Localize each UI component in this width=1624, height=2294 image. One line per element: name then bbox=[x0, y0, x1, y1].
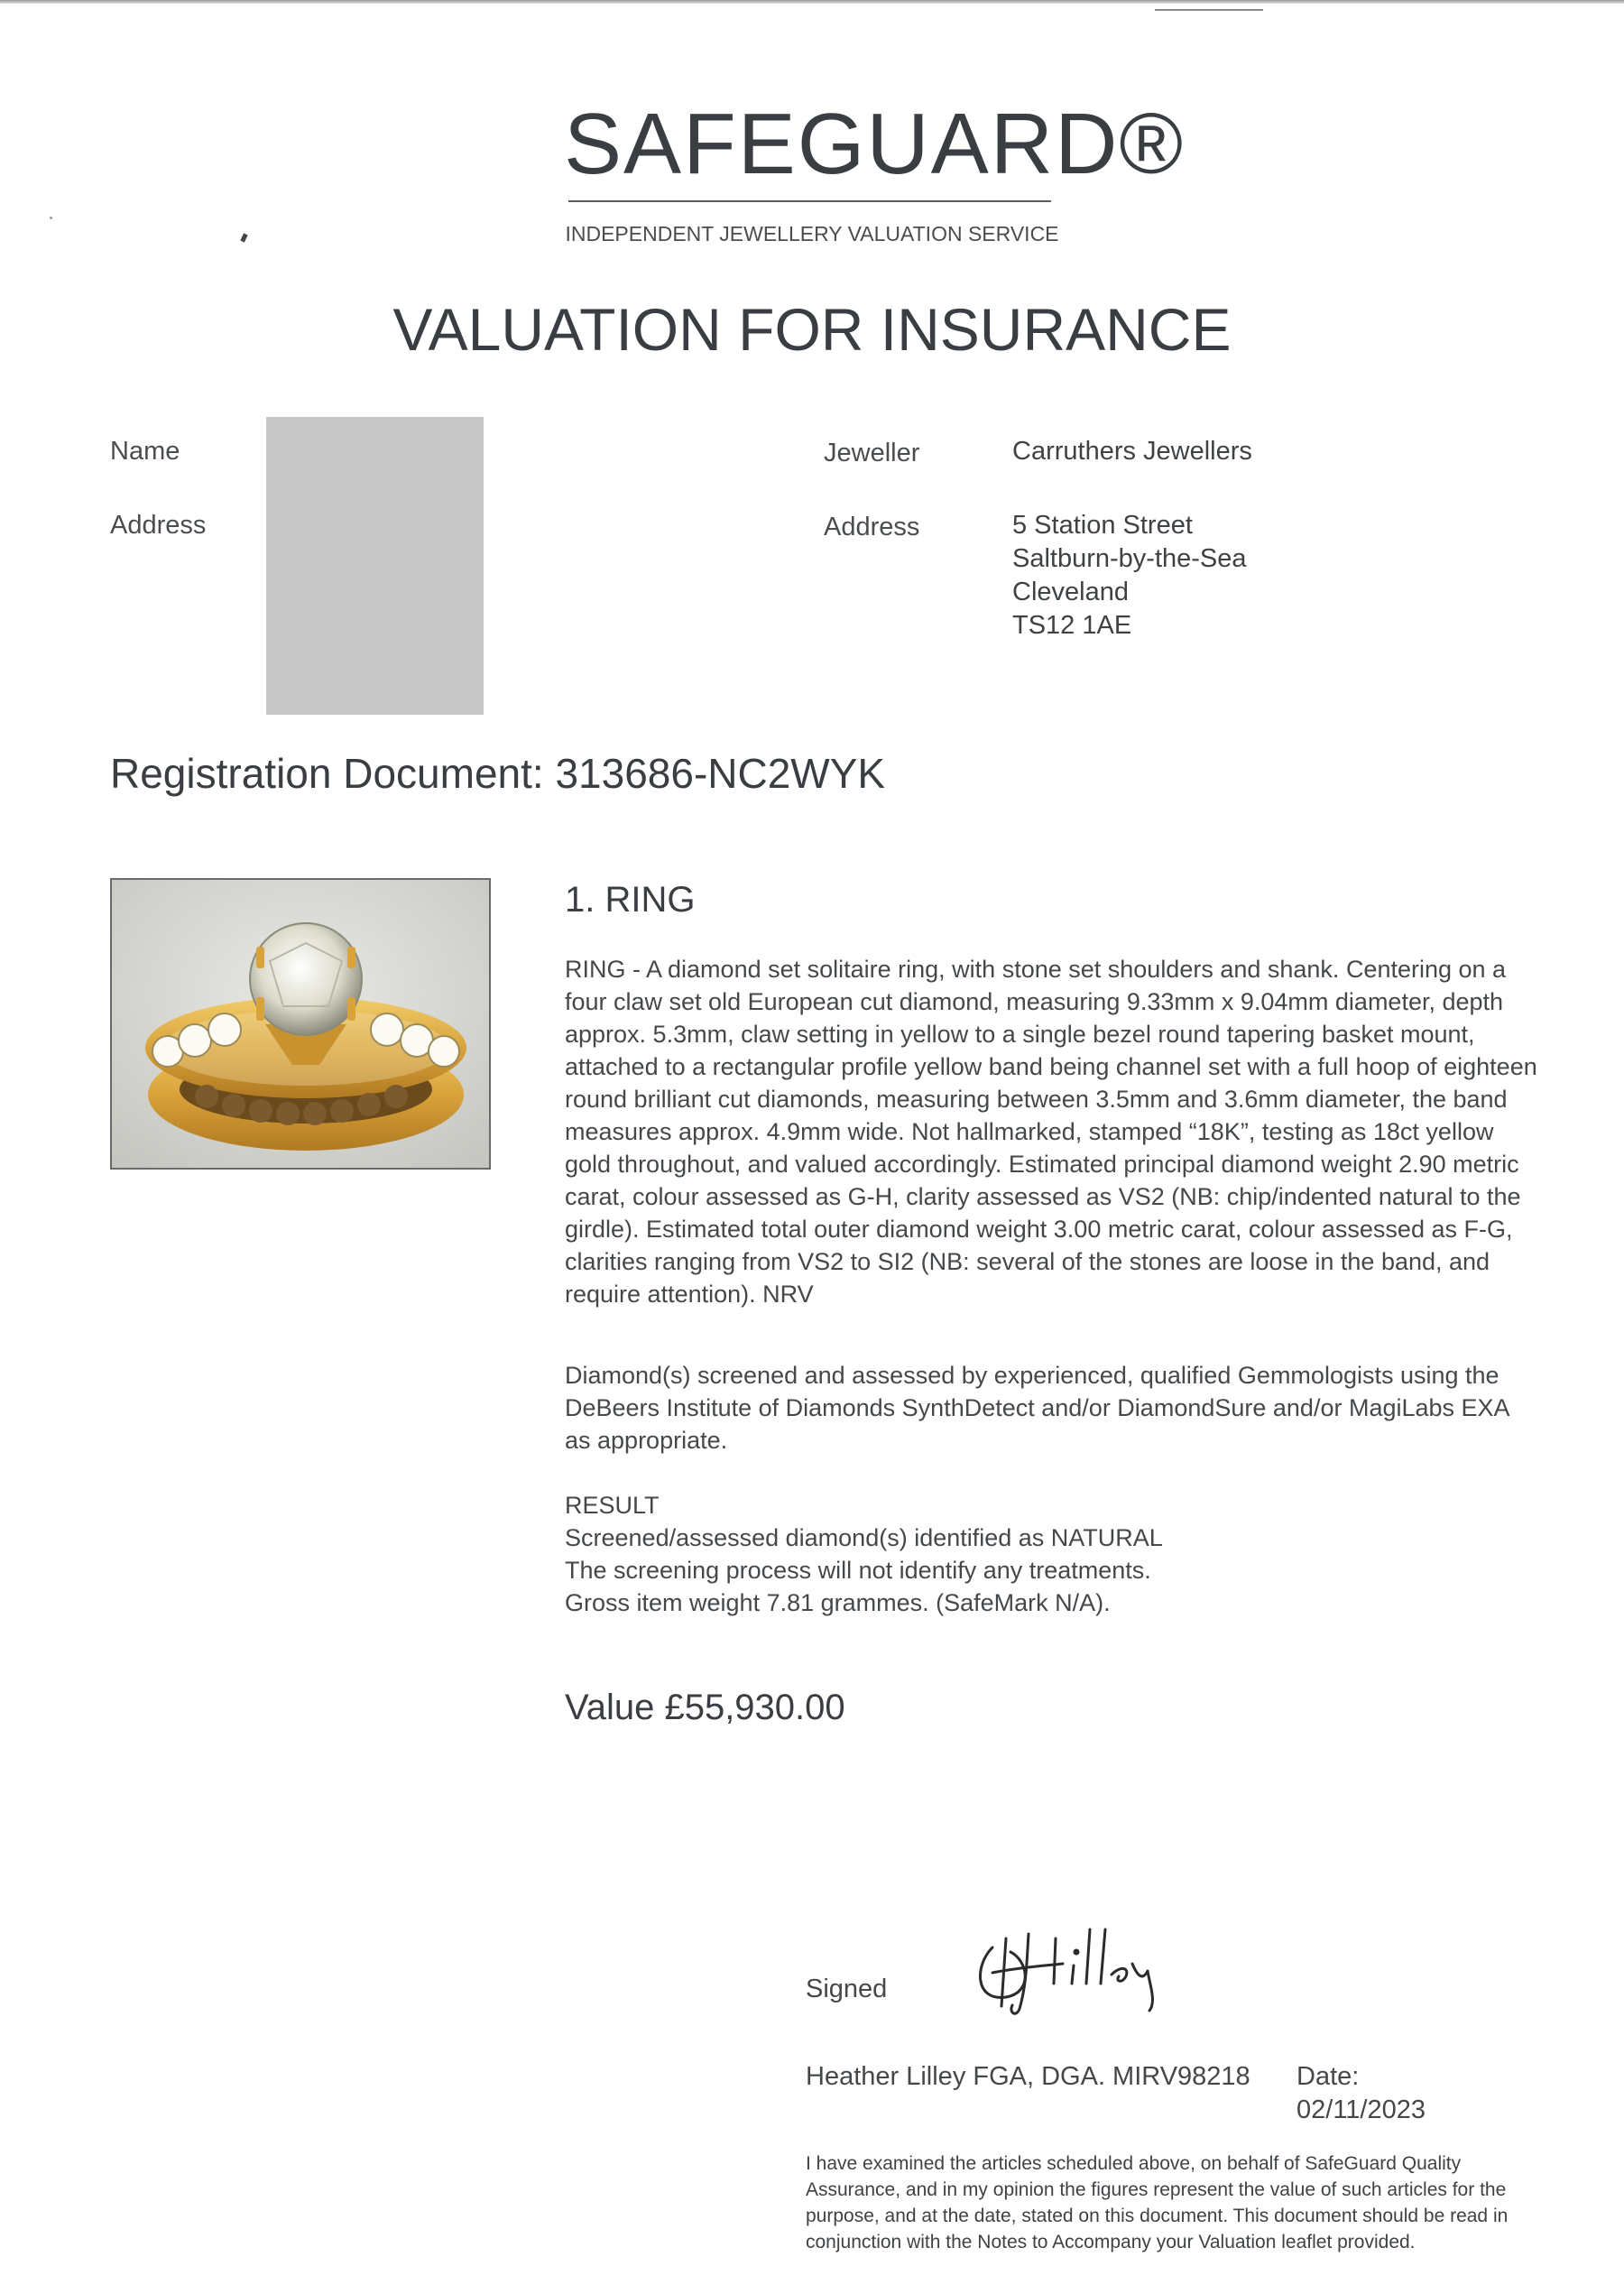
client-address-label: Address bbox=[110, 511, 207, 540]
signature-date: 02/11/2023 bbox=[1296, 2095, 1426, 2124]
logo-text: SAFEGUARD® bbox=[564, 96, 1186, 192]
result-line: RESULT bbox=[565, 1492, 660, 1519]
result-line: The screening process will not identify any treatments. bbox=[565, 1557, 1151, 1584]
handwritten-signature bbox=[956, 1911, 1191, 2020]
signer-name: Heather Lilley FGA, DGA. MIRV98218 bbox=[806, 2062, 1250, 2091]
top-scan-edge bbox=[0, 0, 1624, 4]
logo-rule bbox=[568, 200, 1051, 202]
ring-photo bbox=[110, 878, 491, 1170]
address-line: Saltburn-by-the-Sea bbox=[1012, 544, 1247, 573]
screening-note: Diamond(s) screened and assessed by experienced, qualified Gemmologists using the DeBeers Institute of Diamonds SynthDetect and/or DiamondSure and/or MagiLabs EXA as appropriate. bbox=[565, 1362, 1509, 1454]
top-scan-mark bbox=[1155, 9, 1263, 11]
scan-speck bbox=[50, 217, 52, 219]
registration-number: Registration Document: 313686-NC2WYK bbox=[110, 750, 886, 797]
result-line: Screened/assessed diamond(s) identified as NATURAL bbox=[565, 1524, 1163, 1551]
ring-illustration bbox=[112, 880, 489, 1168]
safeguard-logo bbox=[564, 96, 1186, 192]
jeweller-address-label: Address bbox=[824, 513, 920, 541]
tagline: INDEPENDENT JEWELLERY VALUATION SERVICE bbox=[565, 222, 1059, 245]
redacted-client-details bbox=[266, 417, 484, 715]
jeweller-address bbox=[1012, 509, 1247, 643]
scan-speck bbox=[240, 233, 247, 242]
name-label: Name bbox=[110, 437, 180, 466]
date-label: Date: bbox=[1296, 2062, 1360, 2091]
address-line: Cleveland bbox=[1012, 578, 1129, 606]
jeweller-label: Jeweller bbox=[824, 439, 920, 467]
document-title: VALUATION FOR INSURANCE bbox=[392, 296, 1232, 363]
jeweller-name: Carruthers Jewellers bbox=[1012, 437, 1252, 466]
result-line: Gross item weight 7.81 grammes. (SafeMark N/A). bbox=[565, 1589, 1111, 1616]
valuation-amount: Value £55,930.00 bbox=[565, 1688, 845, 1727]
item-description: RING - A diamond set solitaire ring, with stone set shoulders and shank. Centering on a four claw set old European cut diamond, measuring 9.33mm x 9.04mm diameter, depth approx. 5.3mm, claw setting in yellow to a single bezel round tapering basket mount, attached to a rectangular profile yellow band being channel set with a full hoop of eighteen round brilliant cut diamonds, measuring between 3.5mm and 3.6mm diameter, the band measures approx. 4.9mm wide. Not hallmarked, stamped “18K”, testing as 18ct yellow gold throughout, and valued accordingly. Estimated principal diamond weight 2.90 metric carat, colour assessed as G-H, clarity assessed as VS2 (NB: chip/indented natural to the girdle). Estimated total outer diamond weight 3.00 metric carat, colour assessed as F-G, clarities ranging from VS2 to SI2 (NB: several of the stones are loose in the band, and require attention). NRV bbox=[565, 956, 1537, 1308]
address-line: TS12 1AE bbox=[1012, 611, 1132, 640]
item-title: 1. RING bbox=[565, 880, 696, 920]
address-line: 5 Station Street bbox=[1012, 511, 1193, 540]
signed-label: Signed bbox=[806, 1975, 888, 2003]
result-block bbox=[565, 1489, 1539, 1619]
disclaimer-text: I have examined the articles scheduled above, on behalf of SafeGuard Quality Assurance, and in my opinion the figures represent the value of such articles for the purpose, and at the date, stated on this document. This document should be read in conjunction with the Notes to Accompany your Valuation leaflet provided. bbox=[806, 2153, 1509, 2252]
